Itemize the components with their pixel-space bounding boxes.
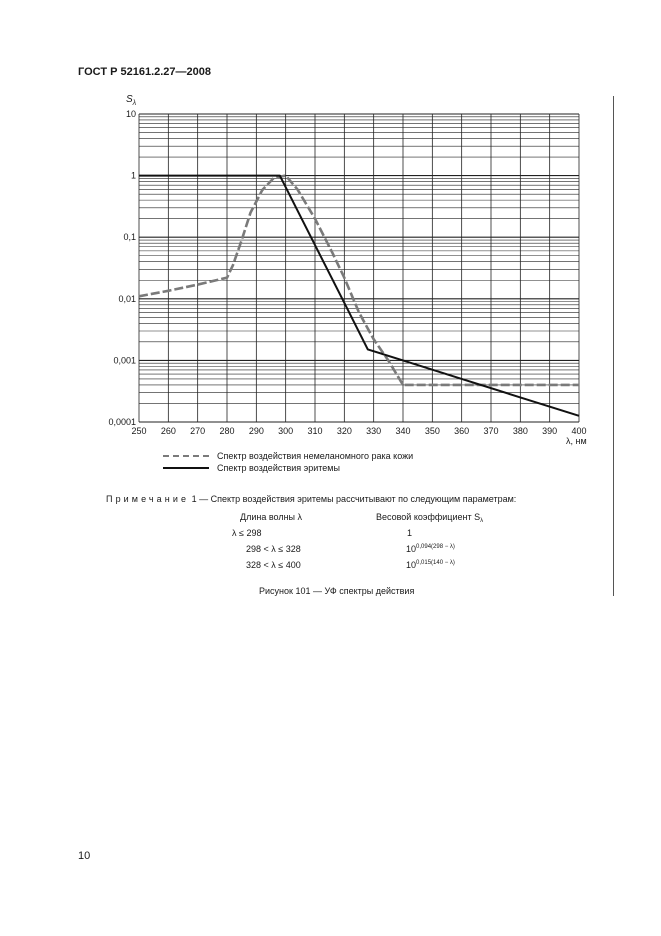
x-tick-label: 360 [454,426,470,436]
legend-label-nonmelanoma: Спектр воздействия немеланомного рака кожи [217,451,414,461]
table-cell-range: λ ≤ 298 [232,528,262,538]
chart-legend [163,450,413,474]
x-tick-label: 310 [307,426,323,436]
coefficient-table [226,512,483,576]
chart-series [139,176,579,416]
y-tick-label: 0,0001 [108,417,136,427]
y-tick-label: 0,1 [123,232,136,243]
document-header: ГОСТ Р 52161.2.27—2008 [78,66,212,78]
y-tick-label: 1 [130,170,136,181]
legend-item-erythema [163,462,413,474]
table-header-wavelength: Длина волны λ [240,512,303,522]
x-tick-label: 280 [219,426,235,436]
table-row [226,544,483,560]
legend-label-erythema: Спектр воздействия эритемы [217,463,340,473]
legend-swatch-dashed [163,455,209,457]
figure-caption: Рисунок 101 — УФ спектры действия [259,586,415,596]
series-line-erythema [139,176,579,416]
y-tick-label: 0,001 [113,355,136,366]
x-tick-label: 270 [190,426,206,436]
x-tick-label: 370 [483,426,499,436]
table-cell-coefficient: $10^{0,015(140 - \lambda)}$ [406,560,455,570]
x-tick-label: 300 [278,426,294,436]
y-tick-label: 10 [125,109,136,119]
note-paragraph [106,494,516,504]
legend-item-nonmelanoma [163,450,413,462]
legend-swatch-solid [163,467,209,469]
table-header-row [226,512,483,528]
x-tick-label: 400 [571,426,587,436]
y-tick-label: 0,01 [118,293,136,304]
x-tick-label: 290 [248,426,264,436]
x-axis-label: λ, нм [566,436,587,446]
x-tick-label: 330 [366,426,382,436]
table-cell-range: 328 < λ ≤ 400 [246,560,301,570]
x-tick-labels [131,426,586,436]
x-tick-label: 320 [336,426,352,436]
table-cell-range: 298 < λ ≤ 328 [246,544,301,554]
y-axis-label: $S_\lambda$ [126,94,137,107]
x-tick-label: 260 [160,426,176,436]
x-tick-label: 340 [395,426,411,436]
table-row [226,560,483,576]
uv-action-spectra-chart [0,0,661,460]
page-number: 10 [78,850,91,862]
note-prefix: Примечание [106,494,190,504]
chart-grid [139,114,579,422]
table-cell-coefficient: 1 [407,528,413,538]
x-tick-label: 250 [131,426,147,436]
table-header-coefficient: Весовой коэффициент $S_\lambda$ [376,512,484,524]
x-tick-label: 390 [542,426,558,436]
table-cell-coefficient: $10^{0,094(298 - \lambda)}$ [406,544,455,554]
y-tick-labels [108,109,136,427]
x-tick-label: 350 [424,426,440,436]
table-row [226,528,483,544]
x-tick-label: 380 [512,426,528,436]
note-text: 1 — Спектр воздействия эритемы рассчитывают по следующим параметрам: [189,494,517,504]
